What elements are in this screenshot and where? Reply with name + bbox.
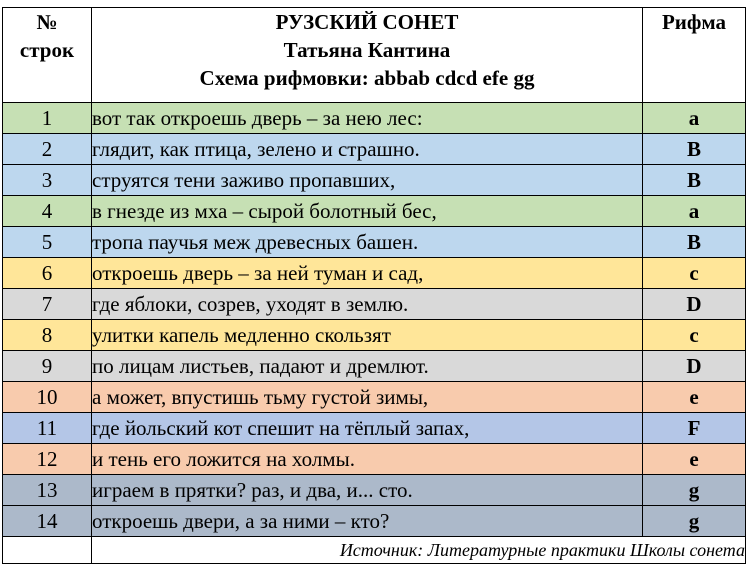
table-row xyxy=(3,258,746,289)
line-rhyme: B xyxy=(643,165,746,196)
header-line-number xyxy=(3,8,92,103)
source-row xyxy=(3,537,746,564)
line-rhyme: F xyxy=(643,413,746,444)
line-text: и тень его ложится на холмы. xyxy=(92,444,643,475)
line-rhyme: e xyxy=(643,444,746,475)
line-text: где йольский кот спешит на тёплый запах, xyxy=(92,413,643,444)
line-number: 4 xyxy=(3,196,92,227)
line-rhyme: c xyxy=(643,258,746,289)
line-text: откроешь дверь – за ней туман и сад, xyxy=(92,258,643,289)
line-rhyme: a xyxy=(643,103,746,134)
table-row xyxy=(3,227,746,258)
header-rhyme: Рифма xyxy=(643,8,746,103)
line-text: по лицам листьев, падают и дремлют. xyxy=(92,351,643,382)
table-row xyxy=(3,320,746,351)
line-number: 3 xyxy=(3,165,92,196)
table-row xyxy=(3,382,746,413)
source-empty-cell xyxy=(3,537,92,564)
line-text: где яблоки, созрев, уходят в землю. xyxy=(92,289,643,320)
line-text: тропа паучья меж древесных башен. xyxy=(92,227,643,258)
line-rhyme: c xyxy=(643,320,746,351)
sonnet-table xyxy=(2,7,746,564)
line-rhyme: B xyxy=(643,227,746,258)
poem-author: Татьяна Кантина xyxy=(283,38,451,62)
poem-title: РУЗСКИЙ СОНЕТ xyxy=(275,10,459,34)
header-num-label: строк xyxy=(19,38,75,62)
header-title-block xyxy=(92,8,643,103)
line-number: 1 xyxy=(3,103,92,134)
line-text: глядит, как птица, зелено и страшно. xyxy=(92,134,643,165)
table-row xyxy=(3,351,746,382)
line-number: 5 xyxy=(3,227,92,258)
line-number: 7 xyxy=(3,289,92,320)
line-rhyme: B xyxy=(643,134,746,165)
table-row xyxy=(3,506,746,537)
line-number: 14 xyxy=(3,506,92,537)
line-rhyme: D xyxy=(643,289,746,320)
table-row xyxy=(3,289,746,320)
table-row xyxy=(3,165,746,196)
line-text: а может, впустишь тьму густой зимы, xyxy=(92,382,643,413)
line-number: 2 xyxy=(3,134,92,165)
line-rhyme: g xyxy=(643,475,746,506)
line-number: 11 xyxy=(3,413,92,444)
line-text: играем в прятки? раз, и два, и... сто. xyxy=(92,475,643,506)
line-number: 6 xyxy=(3,258,92,289)
line-text: вот так откроешь дверь – за нею лес: xyxy=(92,103,643,134)
line-number: 10 xyxy=(3,382,92,413)
line-text: струятся тени заживо пропавших, xyxy=(92,165,643,196)
rhyme-scheme: Схема рифмовки: abbab cdcd efe gg xyxy=(199,66,535,90)
line-number: 9 xyxy=(3,351,92,382)
header-row xyxy=(3,8,746,103)
table-row xyxy=(3,196,746,227)
table-row xyxy=(3,444,746,475)
line-rhyme: g xyxy=(643,506,746,537)
table-row xyxy=(3,103,746,134)
line-number: 8 xyxy=(3,320,92,351)
line-rhyme: e xyxy=(643,382,746,413)
line-number: 13 xyxy=(3,475,92,506)
table-row xyxy=(3,475,746,506)
source-note: Источник: Литературные практики Школы сонета xyxy=(92,537,746,564)
table-row xyxy=(3,413,746,444)
line-text: улитки капель медленно скользят xyxy=(92,320,643,351)
line-text: откроешь двери, а за ними – кто? xyxy=(92,506,643,537)
line-rhyme: a xyxy=(643,196,746,227)
line-rhyme: D xyxy=(643,351,746,382)
line-text: в гнезде из мха – сырой болотный бес, xyxy=(92,196,643,227)
header-num-symbol: № xyxy=(36,10,58,34)
table-row xyxy=(3,134,746,165)
line-number: 12 xyxy=(3,444,92,475)
